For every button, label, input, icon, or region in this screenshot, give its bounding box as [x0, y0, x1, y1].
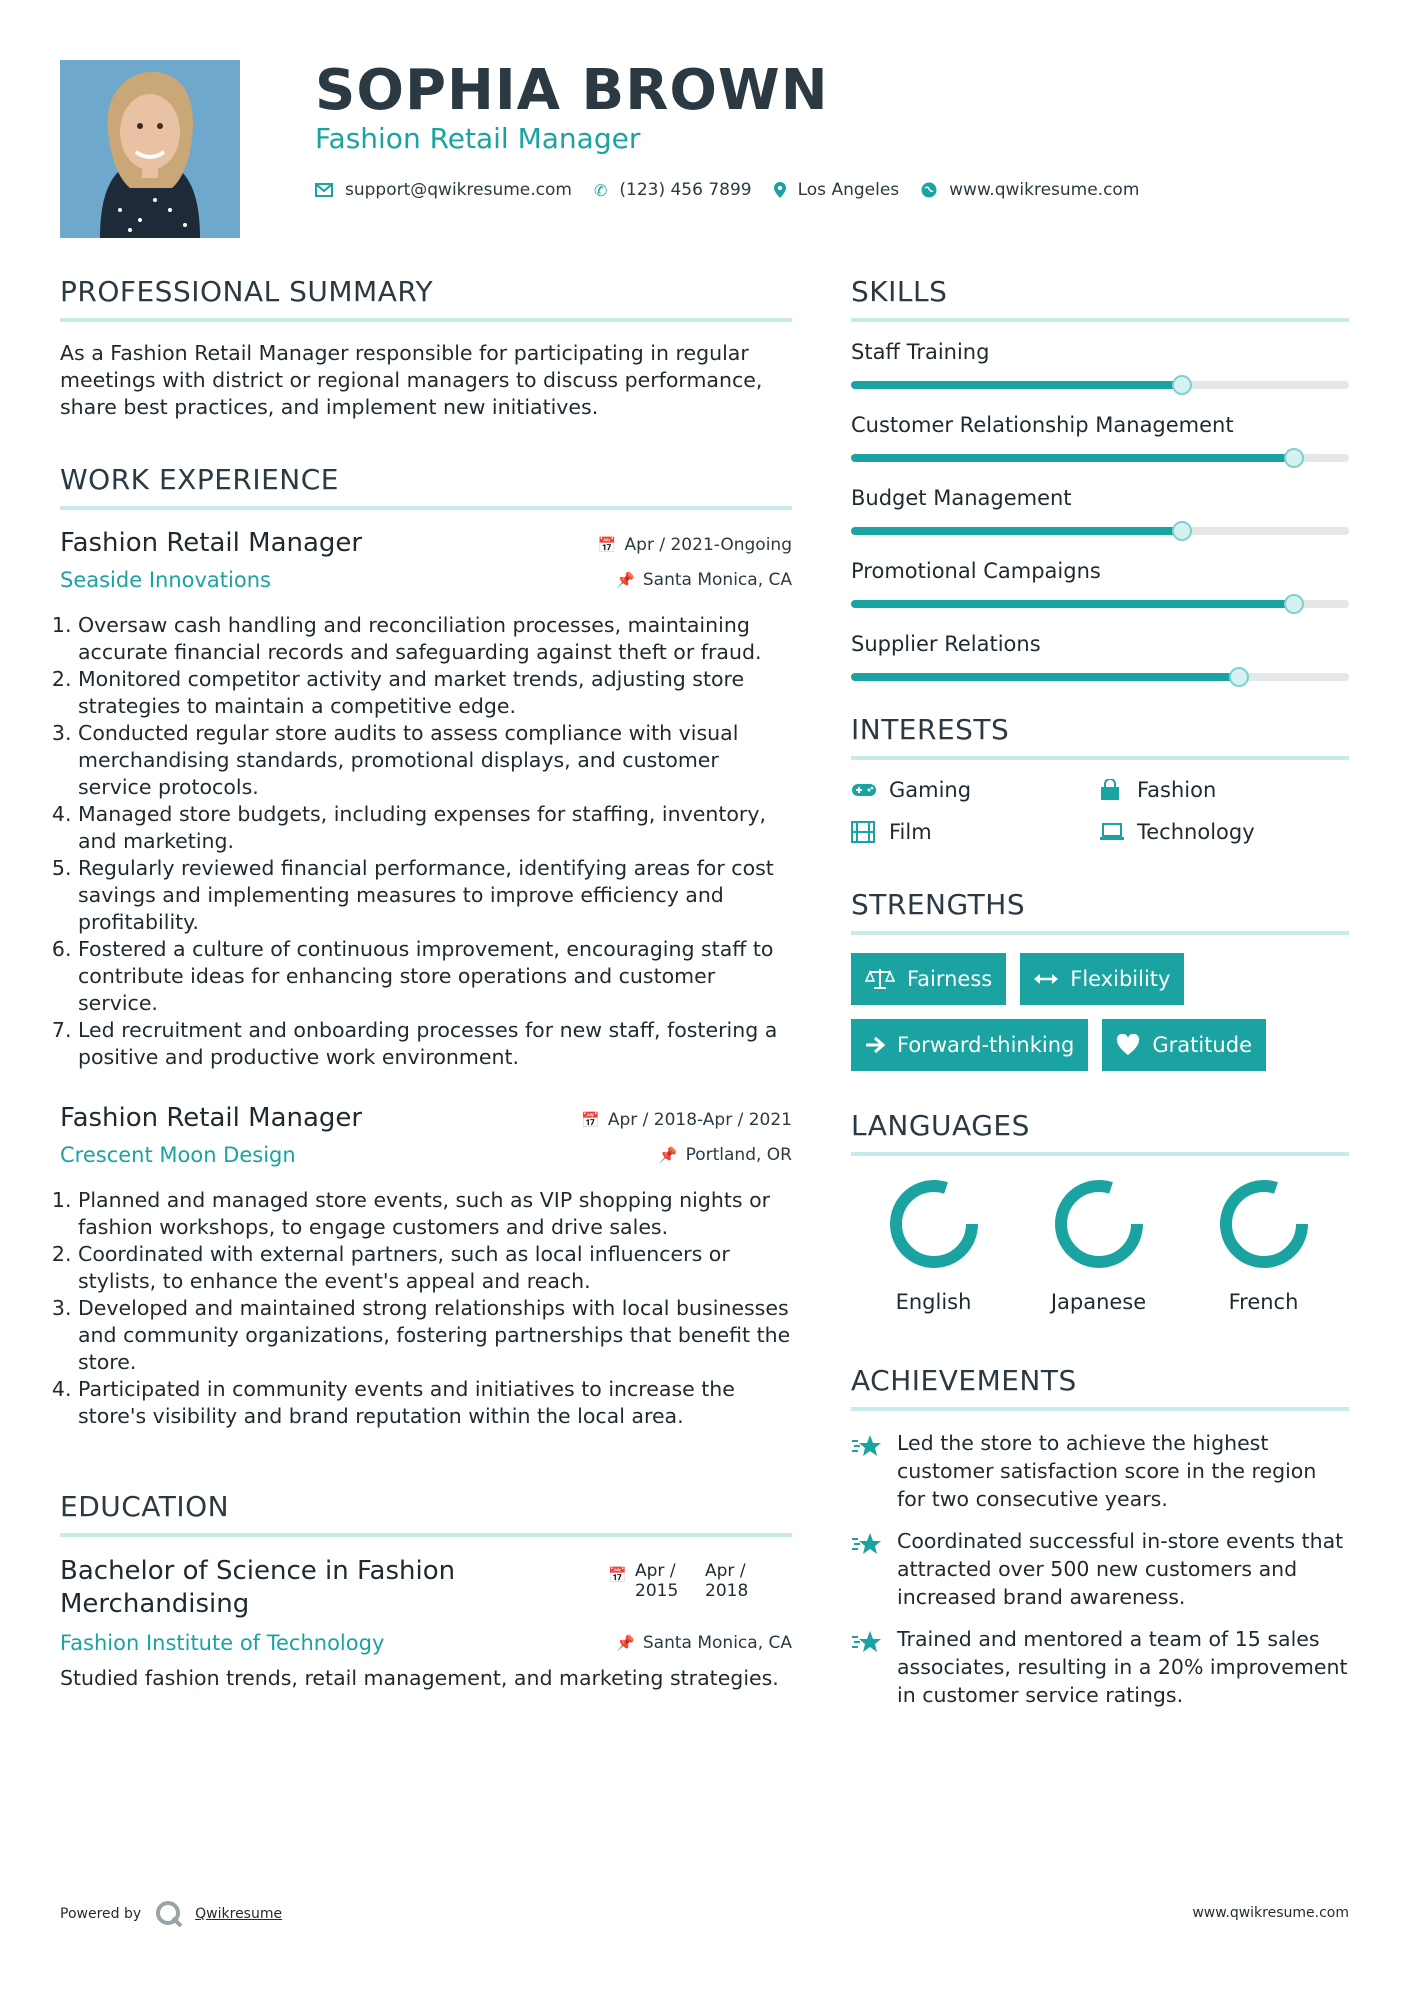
start-year: 2015	[635, 1581, 679, 1601]
end-month: Apr /	[705, 1561, 746, 1581]
language-name: Japanese	[1050, 1290, 1147, 1314]
skill-bar-fill	[851, 454, 1294, 462]
education-heading: EDUCATION	[60, 1490, 792, 1537]
skill-bar-fill	[851, 673, 1239, 681]
achievement-item	[851, 1527, 1349, 1611]
languages-heading: LANGUAGES	[851, 1109, 1349, 1156]
language-ring	[1214, 1174, 1314, 1274]
skills-list	[851, 340, 1349, 681]
achievement-item	[851, 1625, 1349, 1709]
skill-item	[851, 486, 1349, 535]
strengths-list	[851, 953, 1349, 1071]
gamepad-icon	[851, 782, 889, 798]
strength-label: Fairness	[907, 967, 993, 991]
pin-icon: 📌	[616, 571, 635, 589]
duty-item: 3. Developed and maintained strong relationships with local businesses and community organizations, fostering partnerships that benefit the store.	[78, 1295, 792, 1376]
experience-heading: WORK EXPERIENCE	[60, 463, 792, 510]
footer-website[interactable]: www.qwikresume.com	[1192, 1905, 1349, 1921]
languages-list	[851, 1174, 1349, 1314]
brand-link[interactable]: Qwikresume	[195, 1906, 283, 1922]
language-ring	[1049, 1174, 1149, 1274]
powered-by-text: Powered by	[60, 1906, 142, 1922]
map-marker-icon	[774, 182, 786, 198]
right-column	[851, 275, 1349, 1723]
location-text: Los Angeles	[797, 180, 900, 200]
interest-item	[851, 778, 1099, 802]
job-entry	[60, 1103, 792, 1430]
job-duties	[60, 612, 792, 1071]
strength-tag	[851, 953, 1006, 1005]
contact-bar	[315, 180, 1161, 200]
duty-item: 4. Participated in community events and initiatives to increase the store's visibility and brand reputation within the local area.	[78, 1376, 792, 1430]
skills-section	[851, 275, 1349, 681]
profile-photo-illustration	[60, 60, 240, 238]
shopping-bag-icon	[1099, 779, 1137, 801]
interests-heading: INTERESTS	[851, 713, 1349, 760]
interest-label: Gaming	[889, 778, 972, 802]
footer-powered-by	[60, 1900, 282, 1928]
interest-label: Film	[889, 820, 932, 844]
qwikresume-logo-icon	[155, 1900, 183, 1928]
education-location-wrap	[616, 1631, 792, 1655]
language-name: English	[895, 1290, 972, 1314]
skill-item	[851, 632, 1349, 681]
strength-tag	[1020, 953, 1184, 1005]
strengths-section	[851, 888, 1349, 1071]
language-item	[851, 1174, 1016, 1314]
skill-name: Supplier Relations	[851, 632, 1041, 656]
language-ring-arc	[896, 1186, 972, 1262]
job-company: Crescent Moon Design	[60, 1143, 296, 1167]
job-meta	[598, 528, 792, 598]
phone-text: (123) 456 7899	[619, 180, 752, 200]
achievements-section	[851, 1364, 1349, 1709]
balance-scale-icon	[865, 968, 895, 990]
star-badge-icon	[851, 1527, 897, 1611]
globe-icon	[921, 182, 937, 198]
job-date: Apr / 2018-Apr / 2021	[607, 1110, 792, 1130]
education-dates	[608, 1561, 767, 1621]
job-title: Fashion Retail Manager	[60, 528, 363, 558]
job-entry	[60, 528, 792, 1071]
skill-bar-knob	[1284, 594, 1304, 614]
experience-section	[60, 463, 792, 1430]
duty-item: 2. Coordinated with external partners, such as local influencers or stylists, to enhance the event's appeal and reach.	[78, 1241, 792, 1295]
pin-icon: 📌	[616, 1634, 635, 1652]
calendar-icon: 📅	[581, 1111, 600, 1129]
skill-name: Budget Management	[851, 486, 1072, 510]
star-badge-icon	[851, 1429, 897, 1513]
star-badge-icon	[851, 1625, 897, 1709]
skill-bar	[851, 454, 1349, 462]
achievement-text: Trained and mentored a team of 15 sales associates, resulting in a 20% improvement in customer service ratings.	[897, 1627, 1348, 1707]
calendar-icon: 📅	[597, 536, 617, 554]
degree-title: Bachelor of Science in Fashion Merchandising	[60, 1556, 456, 1619]
skills-heading: SKILLS	[851, 275, 1349, 322]
achievements-heading: ACHIEVEMENTS	[851, 1364, 1349, 1411]
job-meta	[581, 1103, 792, 1173]
skill-bar-fill	[851, 381, 1182, 389]
laptop-icon	[1099, 823, 1137, 841]
language-name: French	[1228, 1290, 1299, 1314]
website-text: www.qwikresume.com	[949, 180, 1140, 200]
interest-label: Technology	[1137, 820, 1255, 844]
interest-item	[1099, 778, 1347, 802]
skill-bar-knob	[1284, 448, 1304, 468]
skill-item	[851, 559, 1349, 608]
heart-icon	[1116, 1034, 1140, 1056]
language-ring-arc	[1226, 1186, 1302, 1262]
summary-section	[60, 275, 792, 421]
interest-item	[1099, 820, 1347, 844]
skill-bar-knob	[1229, 667, 1249, 687]
summary-heading: PROFESSIONAL SUMMARY	[60, 275, 792, 322]
language-item	[1181, 1174, 1346, 1314]
duty-item: 7. Led recruitment and onboarding processes for new staff, fostering a positive and productive work environment.	[78, 1017, 792, 1071]
skill-bar-fill	[851, 527, 1182, 535]
language-item	[1016, 1174, 1181, 1314]
skill-bar-fill	[851, 600, 1294, 608]
end-year: 2018	[705, 1581, 749, 1601]
interests-list	[851, 778, 1349, 844]
job-location: Portland, OR	[685, 1145, 792, 1165]
education-entry	[60, 1555, 792, 1692]
skill-item	[851, 340, 1349, 389]
candidate-title: Fashion Retail Manager	[315, 122, 641, 155]
calendar-icon: 📅	[608, 1566, 627, 1584]
profile-photo	[60, 60, 240, 238]
contact-location	[774, 180, 900, 200]
interest-label: Fashion	[1137, 778, 1217, 802]
education-description: Studied fashion trends, retail management, and marketing strategies.	[60, 1666, 779, 1690]
job-date: Apr / 2021-Ongoing	[624, 535, 792, 555]
education-section	[60, 1490, 792, 1692]
job-duties	[60, 1187, 792, 1430]
skill-bar	[851, 381, 1349, 389]
summary-text: As a Fashion Retail Manager responsible for participating in regular meetings with district or regional managers to discuss performance, share best practices, and implement new initiatives.	[60, 341, 763, 419]
left-column	[60, 275, 792, 1692]
job-company: Seaside Innovations	[60, 568, 271, 592]
contact-website[interactable]	[921, 180, 1139, 200]
duty-item: 5. Regularly reviewed financial performance, identifying areas for cost savings and implementing measures to improve efficiency and profitability.	[78, 855, 792, 936]
skill-bar-knob	[1172, 375, 1192, 395]
strength-label: Forward-thinking	[897, 1033, 1075, 1057]
strength-label: Flexibility	[1070, 967, 1171, 991]
job-location: Santa Monica, CA	[642, 570, 792, 590]
arrows-horizontal-icon	[1034, 973, 1058, 985]
achievement-item	[851, 1429, 1349, 1513]
contact-email[interactable]	[315, 180, 572, 200]
arrow-right-icon	[865, 1036, 885, 1054]
language-ring-arc	[1061, 1186, 1137, 1262]
strengths-heading: STRENGTHS	[851, 888, 1349, 935]
strength-label: Gratitude	[1152, 1033, 1252, 1057]
achievements-list	[851, 1429, 1349, 1709]
achievement-text: Coordinated successful in-store events that attracted over 500 new customers and increased brand awareness.	[897, 1529, 1344, 1609]
film-icon	[851, 821, 889, 843]
skill-bar	[851, 527, 1349, 535]
pin-icon: 📌	[658, 1146, 678, 1164]
school-name: Fashion Institute of Technology	[60, 1631, 385, 1655]
skill-bar-knob	[1172, 521, 1192, 541]
skill-name: Promotional Campaigns	[851, 559, 1101, 583]
skill-bar	[851, 673, 1349, 681]
duty-item: 4. Managed store budgets, including expenses for staffing, inventory, and marketing.	[78, 801, 792, 855]
strength-tag	[851, 1019, 1088, 1071]
languages-section	[851, 1109, 1349, 1314]
interest-item	[851, 820, 1099, 844]
duty-item: 2. Monitored competitor activity and market trends, adjusting store strategies to maintain a competitive edge.	[78, 666, 792, 720]
skill-bar	[851, 600, 1349, 608]
start-month: Apr /	[635, 1561, 676, 1581]
candidate-name: SOPHIA BROWN	[315, 58, 829, 123]
contact-phone[interactable]	[594, 180, 752, 200]
duty-item: 3. Conducted regular store audits to assess compliance with visual merchandising standards, promotional displays, and customer service protocols.	[78, 720, 792, 801]
skill-name: Customer Relationship Management	[851, 413, 1234, 437]
strength-tag	[1102, 1019, 1266, 1071]
email-text: support@qwikresume.com	[345, 180, 572, 200]
phone-icon: ✆	[593, 180, 608, 200]
language-ring	[884, 1174, 984, 1274]
job-title: Fashion Retail Manager	[60, 1103, 363, 1133]
duty-item: 6. Fostered a culture of continuous improvement, encouraging staff to contribute ideas for enhancing store operations and customer service.	[78, 936, 792, 1017]
envelope-icon	[315, 183, 333, 197]
duty-item: 1. Planned and managed store events, such as VIP shopping nights or fashion workshops, to engage customers and drive sales.	[78, 1187, 792, 1241]
education-location: Santa Monica, CA	[642, 1633, 792, 1653]
interests-section	[851, 713, 1349, 844]
skill-name: Staff Training	[851, 340, 990, 364]
achievement-text: Led the store to achieve the highest customer satisfaction score in the region for two consecutive years.	[897, 1431, 1317, 1511]
skill-item	[851, 413, 1349, 462]
duty-item: 1. Oversaw cash handling and reconciliation processes, maintaining accurate financial records and safeguarding against theft or fraud.	[78, 612, 792, 666]
